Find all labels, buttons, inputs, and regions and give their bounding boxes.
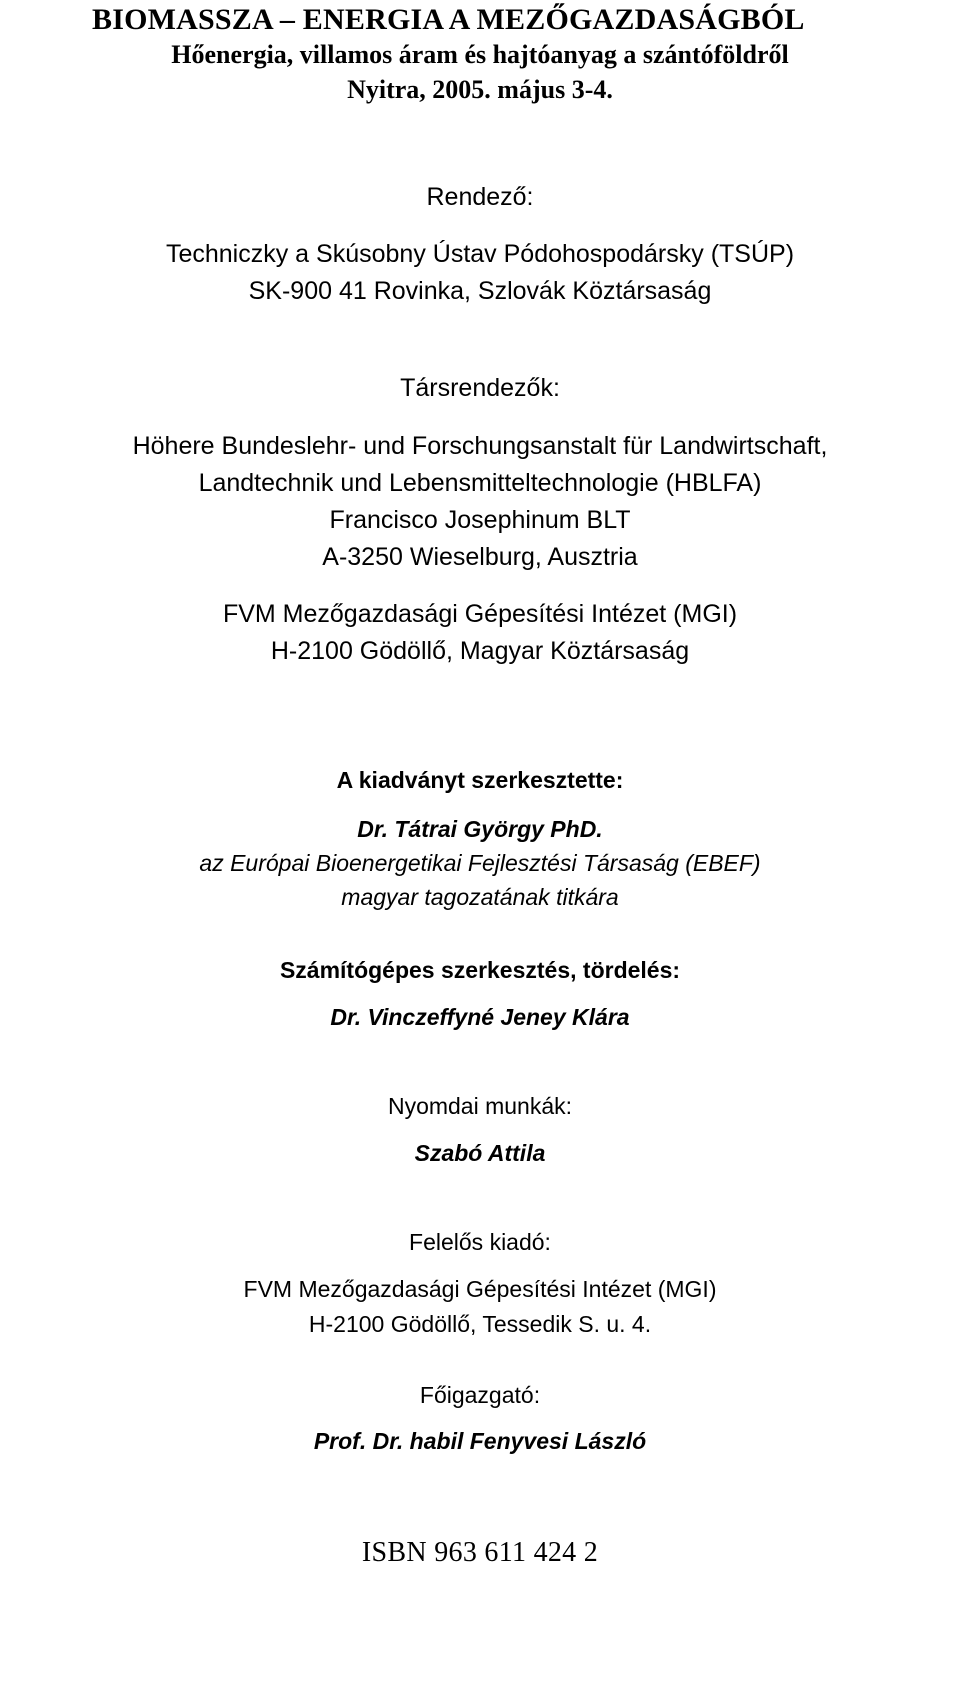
director-name: Prof. Dr. habil Fenyvesi László — [313, 1428, 647, 1454]
isbn-number: ISBN 963 611 424 2 — [361, 1537, 599, 1568]
publisher-label: Felelős kiadó: — [409, 1229, 551, 1255]
organizer-name: Techniczky a Skúsobny Ústav Pódohospodársky (TSÚP) — [165, 240, 795, 268]
editor-role-line1: az Európai Bioenergetikai Fejlesztési Társaság (EBEF) — [199, 850, 761, 876]
printing-name: Szabó Attila — [414, 1140, 546, 1166]
place-date: Nyitra, 2005. május 3-4. — [347, 75, 613, 104]
editor-role-line2: magyar tagozatának titkára — [341, 884, 619, 910]
typesetting-label: Számítógépes szerkesztés, tördelés: — [279, 957, 681, 983]
coorganizer1-line2: Landtechnik und Lebensmitteltechnologie (HBLFA) — [198, 469, 762, 497]
coorganizers-label: Társrendezők: — [400, 374, 560, 402]
director-label: Főigazgató: — [419, 1382, 541, 1408]
coorganizer2-name: FVM Mezőgazdasági Gépesítési Intézet (MGI) — [222, 600, 738, 628]
printing-label: Nyomdai munkák: — [387, 1093, 573, 1119]
document-subtitle: Hőenergia, villamos áram és hajtóanyag a szántóföldről — [171, 40, 789, 69]
coorganizer2-address: H-2100 Gödöllő, Magyar Köztársaság — [270, 637, 690, 665]
coorganizer1-address: A-3250 Wieselburg, Ausztria — [322, 543, 638, 571]
publisher-name: FVM Mezőgazdasági Gépesítési Intézet (MGI) — [243, 1276, 717, 1302]
publisher-address: H-2100 Gödöllő, Tessedik S. u. 4. — [308, 1311, 652, 1337]
document-title: BIOMASSZA – ENERGIA A MEZŐGAZDASÁGBÓL — [92, 3, 805, 36]
coorganizer1-line1: Höhere Bundeslehr- und Forschungsanstalt für Landwirtschaft, — [132, 432, 828, 460]
organizer-address: SK-900 41 Rovinka, Szlovák Köztársaság — [248, 277, 712, 305]
coorganizer1-line3: Francisco Josephinum BLT — [329, 506, 631, 534]
editor-name: Dr. Tátrai György PhD. — [357, 816, 603, 842]
typesetting-name: Dr. Vinczeffyné Jeney Klára — [330, 1004, 630, 1030]
editor-label: A kiadványt szerkesztette: — [336, 767, 624, 793]
organizer-label: Rendező: — [426, 183, 534, 211]
